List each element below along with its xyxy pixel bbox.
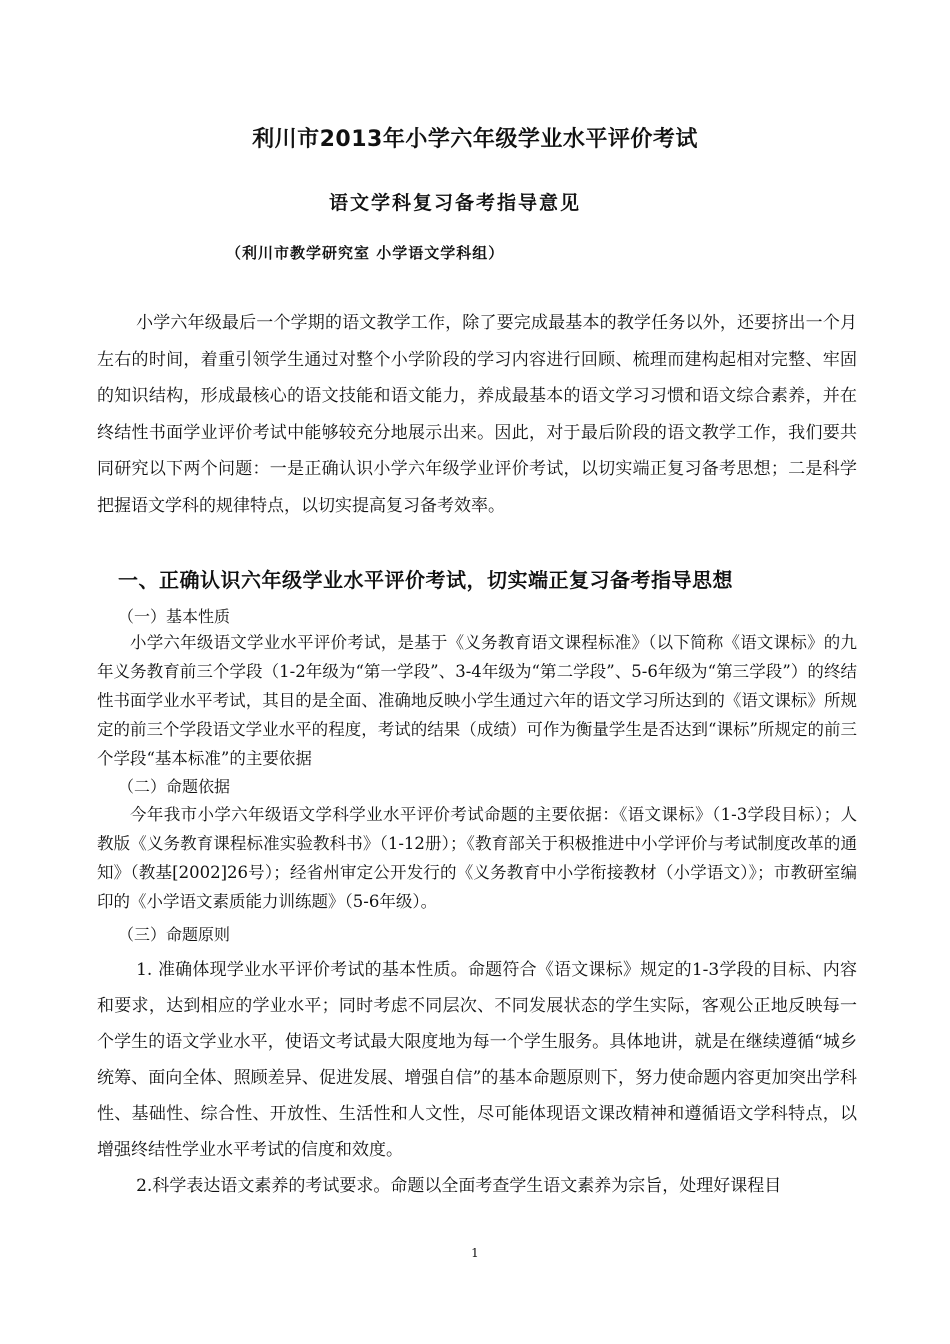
subsection-2-paragraph: 今年我市小学六年级语文学科学业水平评价考试命题的主要依据：《语文课标》（1-3学段目标）；人教版《义务教育课程标准实验教科书》（1-12册）；《教育部关于积极推进中小学评价与考试制度改革的通知》（教基[2002]26号）；经省州审定公开发行的《义务教育中小学衔接教材（小学语文）》；市教研室编印的《小学语文素质能力训练题》（5-6年级）。: [97, 805, 857, 911]
document-title: 利川市2013年小学六年级学业水平评价考试: [252, 127, 698, 152]
document-subtitle: 语文学科复习备考指导意见: [328, 192, 581, 214]
intro-paragraph: 小学六年级最后一个学期的语文教学工作，除了要完成最基本的教学任务以外，还要挤出一个月左右的时间，着重引领学生通过对整个小学阶段的学习内容进行回顾、梳理而建构起相对完整、牢固的知识结构，形成最核心的语文技能和语文能力，养成最基本的语文学习习惯和语文综合素养，并在终结性书面学业评价考试中能够较充分地展示出来。因此，对于最后阶段的语文教学工作，我们要共同研究以下两个问题：一是正确认识小学六年级学业评价考试，以切实端正复习备考思想；二是科学把握语文学科的规律特点，以切实提高复习备考效率。: [97, 313, 857, 516]
subsection-1-block: [97, 628, 857, 773]
subsection-3-heading: （三）命题原则: [118, 925, 231, 944]
intro-block: [97, 305, 857, 524]
subsection-1-heading: （一）基本性质: [118, 607, 231, 626]
subsection-3-paragraph-1: 1. 准确体现学业水平评价考试的基本性质。命题符合《语文课标》规定的1-3学段的目标、内容和要求，达到相应的学业水平；同时考虑不同层次、不同发展状态的学生实际，客观公正地反映每一个学生的语文学业水平，使语文考试最大限度地为每一个学生服务。具体地讲，就是在继续遵循“城乡统筹、面向全体、照顾差异、促进发展、增强自信”的基本命题原则下，努力使命题内容更加突出学科性、基础性、综合性、开放性、生活性和人文性，尽可能体现语文课改精神和遵循语文学科特点，以增强终结性学业水平考试的信度和效度。: [97, 960, 857, 1160]
section-1-heading: 一、正确认识六年级学业水平评价考试，切实端正复习备考指导思想: [118, 568, 733, 592]
document-author: （利川市教学研究室 小学语文学科组）: [226, 244, 505, 262]
subsection-3-block: [97, 952, 857, 1204]
subsection-2-block: [97, 800, 857, 916]
subsection-3-paragraph-2: 2.科学表达语文素养的考试要求。命题以全面考查学生语文素养为宗旨，处理好课程目: [136, 1176, 782, 1196]
page-number: 1: [471, 1246, 479, 1260]
subsection-2-heading: （二）命题依据: [118, 777, 231, 796]
subsection-1-paragraph: 小学六年级语文学业水平评价考试，是基于《义务教育语文课程标准》（以下简称《语文课标》的九年义务教育前三个学段（1-2年级为“第一学段”、3-4年级为“第二学段”、5-6年级为“第三学段”）的终结性书面学业水平考试，其目的是全面、准确地反映小学生通过六年的语文学习所达到的《语文课标》所规定的前三个学段语文学业水平的程度，考试的结果（成绩）可作为衡量学生是否达到“课标”所规定的前三个学段“基本标准”的主要依据: [97, 633, 857, 768]
